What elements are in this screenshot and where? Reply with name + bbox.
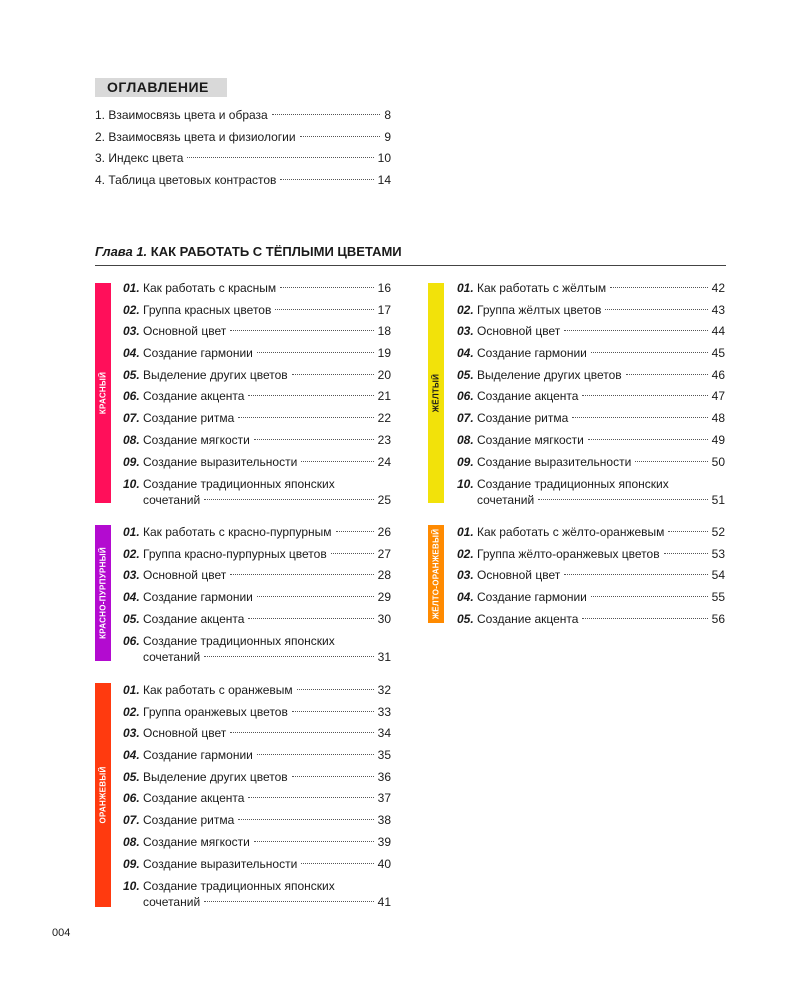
entry-number: 01. bbox=[457, 525, 474, 539]
color-tab-label: КРАСНО-ПУРПУРНЫЙ bbox=[98, 547, 108, 639]
toc-entry[interactable] bbox=[123, 854, 391, 876]
color-tab-label: КРАСНЫЙ bbox=[98, 371, 108, 415]
entry-number: 07. bbox=[123, 813, 140, 828]
color-tab-yellow bbox=[428, 283, 444, 503]
entry-number: 08. bbox=[123, 834, 140, 849]
entry-label: Создание выразительности bbox=[143, 454, 298, 469]
entry-number: 05. bbox=[123, 769, 140, 784]
entry-number: 04. bbox=[123, 748, 140, 763]
chapter-prefix: Глава 1. bbox=[95, 244, 148, 259]
entry-label: Группа жёлто-оранжевых цветов bbox=[477, 546, 660, 561]
entry-page: 33 bbox=[377, 704, 391, 719]
entry-page: 53 bbox=[711, 546, 725, 561]
entry-label: Создание гармонии bbox=[143, 590, 253, 605]
entry-label: Основной цвет bbox=[143, 568, 227, 583]
entry-number: 03. bbox=[457, 324, 474, 339]
toc-entry[interactable] bbox=[123, 633, 391, 665]
entry-page: 35 bbox=[377, 748, 391, 763]
entry-number: 03. bbox=[123, 726, 140, 741]
entry-number: 01. bbox=[457, 281, 474, 295]
entry-label: Основной цвет bbox=[477, 568, 561, 583]
toc-entry[interactable] bbox=[123, 278, 391, 300]
toc-entry[interactable] bbox=[123, 565, 391, 587]
entry-page: 18 bbox=[377, 324, 391, 339]
entry-number: 05. bbox=[457, 611, 474, 626]
leader-dots bbox=[254, 439, 374, 440]
toc-item-label: 2. Взаимосвязь цвета и физиологии bbox=[95, 129, 296, 144]
toc-entry[interactable] bbox=[457, 452, 725, 474]
entry-label: Создание гармонии bbox=[143, 346, 253, 361]
toc-entry[interactable] bbox=[457, 476, 725, 508]
entry-label: Создание традиционных японских bbox=[477, 477, 669, 492]
entry-number: 04. bbox=[457, 590, 474, 605]
toc-entry[interactable] bbox=[123, 365, 391, 387]
leader-dots bbox=[280, 287, 373, 288]
toc-entry[interactable] bbox=[457, 278, 725, 300]
entry-number: 10. bbox=[123, 477, 140, 492]
leader-dots bbox=[336, 531, 374, 532]
leader-dots bbox=[538, 499, 708, 500]
toc-entry[interactable] bbox=[457, 544, 725, 566]
toc-item-page: 10 bbox=[377, 151, 391, 166]
entry-page: 38 bbox=[377, 813, 391, 828]
leader-dots bbox=[297, 689, 374, 690]
chapter-heading bbox=[95, 244, 726, 266]
entry-label: Основной цвет bbox=[143, 324, 227, 339]
entry-page: 16 bbox=[377, 281, 391, 295]
leader-dots bbox=[564, 330, 707, 331]
entry-page: 21 bbox=[377, 389, 391, 404]
entry-number: 02. bbox=[457, 546, 474, 561]
entry-number: 02. bbox=[123, 546, 140, 561]
entry-label: Создание мягкости bbox=[143, 432, 250, 447]
toc-entry[interactable] bbox=[123, 408, 391, 430]
entry-label: Создание акцента bbox=[477, 611, 579, 626]
toc-entry[interactable] bbox=[457, 430, 725, 452]
entry-label: Создание выразительности bbox=[143, 856, 298, 871]
color-tab-red bbox=[95, 283, 111, 503]
entry-label: Выделение других цветов bbox=[143, 367, 288, 382]
entry-page: 45 bbox=[711, 346, 725, 361]
toc-item-page: 14 bbox=[377, 173, 391, 188]
toc-entry[interactable] bbox=[123, 386, 391, 408]
entry-page: 31 bbox=[377, 650, 391, 665]
toc-entry[interactable] bbox=[123, 587, 391, 609]
leader-dots bbox=[301, 461, 373, 462]
entry-page: 34 bbox=[377, 726, 391, 741]
entry-page: 20 bbox=[377, 367, 391, 382]
toc-entry[interactable] bbox=[123, 452, 391, 474]
entry-label: Создание акцента bbox=[477, 389, 579, 404]
entry-label: Как работать с оранжевым bbox=[143, 683, 293, 697]
entry-number: 04. bbox=[457, 346, 474, 361]
entry-page: 24 bbox=[377, 454, 391, 469]
leader-dots bbox=[331, 553, 374, 554]
entry-number: 08. bbox=[123, 432, 140, 447]
toc-item-page: 8 bbox=[384, 108, 391, 122]
entry-label: Основной цвет bbox=[477, 324, 561, 339]
entry-label: Выделение других цветов bbox=[477, 367, 622, 382]
toc-entry[interactable] bbox=[123, 430, 391, 452]
leader-dots bbox=[204, 499, 374, 500]
toc-entry[interactable] bbox=[123, 343, 391, 365]
leader-dots bbox=[238, 417, 373, 418]
entry-number: 02. bbox=[457, 302, 474, 317]
entry-page: 55 bbox=[711, 590, 725, 605]
entry-label: Как работать с жёлтым bbox=[477, 281, 607, 295]
section-yellow bbox=[457, 278, 725, 508]
toc-heading: ОГЛАВЛЕНИЕ bbox=[95, 78, 227, 97]
leader-dots bbox=[230, 330, 373, 331]
leader-dots bbox=[605, 309, 707, 310]
entry-number: 07. bbox=[123, 411, 140, 426]
entry-label: Создание мягкости bbox=[143, 834, 250, 849]
entry-number: 03. bbox=[123, 324, 140, 339]
leader-dots bbox=[248, 797, 373, 798]
toc-entry[interactable] bbox=[457, 343, 725, 365]
entry-label: Создание ритма bbox=[143, 411, 235, 426]
entry-label: Создание традиционных японских bbox=[143, 634, 335, 649]
toc-entry[interactable] bbox=[457, 609, 725, 631]
leader-dots bbox=[301, 863, 373, 864]
toc-item[interactable] bbox=[95, 105, 391, 127]
color-tab-yelloworange bbox=[428, 525, 444, 623]
toc-entry[interactable] bbox=[123, 723, 391, 745]
entry-number: 09. bbox=[457, 454, 474, 469]
toc-item[interactable] bbox=[95, 148, 391, 170]
toc-entry[interactable] bbox=[123, 832, 391, 854]
toc-item[interactable] bbox=[95, 170, 391, 192]
leader-dots bbox=[300, 136, 381, 137]
entry-number: 05. bbox=[457, 367, 474, 382]
entry-label: Группа жёлтых цветов bbox=[477, 302, 602, 317]
leader-dots bbox=[610, 287, 708, 288]
leader-dots bbox=[635, 461, 707, 462]
leader-dots bbox=[280, 179, 373, 180]
entry-page: 56 bbox=[711, 611, 725, 626]
toc-entry[interactable] bbox=[457, 565, 725, 587]
entry-number: 07. bbox=[457, 411, 474, 426]
toc-list bbox=[95, 105, 391, 192]
toc-entry[interactable] bbox=[123, 522, 391, 544]
entry-label: Основной цвет bbox=[143, 726, 227, 741]
section-orange bbox=[123, 680, 391, 910]
toc-entry[interactable] bbox=[457, 408, 725, 430]
leader-dots bbox=[248, 395, 373, 396]
toc-item-label: 1. Взаимосвязь цвета и образа bbox=[95, 108, 268, 122]
entry-page: 32 bbox=[377, 683, 391, 697]
entry-label: Как работать с красно-пурпурным bbox=[143, 525, 332, 539]
entry-label: Как работать с красным bbox=[143, 281, 277, 295]
entry-label: Создание мягкости bbox=[477, 432, 584, 447]
entry-number: 08. bbox=[457, 432, 474, 447]
entry-page: 27 bbox=[377, 546, 391, 561]
leader-dots bbox=[582, 395, 707, 396]
toc-entry[interactable] bbox=[123, 300, 391, 322]
entry-number: 10. bbox=[123, 879, 140, 894]
toc-entry[interactable] bbox=[123, 767, 391, 789]
entry-label-continued: сочетаний bbox=[143, 895, 201, 910]
toc-entry[interactable] bbox=[123, 702, 391, 724]
entry-label: Создание ритма bbox=[143, 813, 235, 828]
leader-dots bbox=[204, 901, 374, 902]
entry-label: Создание гармонии bbox=[477, 346, 587, 361]
entry-page: 44 bbox=[711, 324, 725, 339]
toc-entry[interactable] bbox=[457, 300, 725, 322]
entry-number: 04. bbox=[123, 590, 140, 605]
entry-page: 51 bbox=[711, 493, 725, 508]
color-tab-label: ЖЁЛТО-ОРАНЖЕВЫЙ bbox=[431, 528, 441, 620]
entry-number: 02. bbox=[123, 302, 140, 317]
leader-dots bbox=[238, 819, 373, 820]
entry-page: 17 bbox=[377, 302, 391, 317]
entry-page: 42 bbox=[711, 281, 725, 295]
leader-dots bbox=[275, 309, 373, 310]
entry-page: 54 bbox=[711, 568, 725, 583]
leader-dots bbox=[564, 574, 707, 575]
toc-entry[interactable] bbox=[123, 788, 391, 810]
entry-page: 25 bbox=[377, 493, 391, 508]
entry-label: Создание акцента bbox=[143, 611, 245, 626]
entry-page: 22 bbox=[377, 411, 391, 426]
entry-label-continued: сочетаний bbox=[143, 650, 201, 665]
entry-label: Создание гармонии bbox=[477, 590, 587, 605]
toc-item[interactable] bbox=[95, 127, 391, 149]
toc-entry[interactable] bbox=[123, 745, 391, 767]
section-red bbox=[123, 278, 391, 508]
toc-item-label: 4. Таблица цветовых контрастов bbox=[95, 173, 277, 188]
entry-label: Создание гармонии bbox=[143, 748, 253, 763]
leader-dots bbox=[272, 114, 381, 115]
leader-dots bbox=[254, 841, 374, 842]
leader-dots bbox=[230, 574, 373, 575]
entry-number: 06. bbox=[123, 791, 140, 806]
entry-page: 49 bbox=[711, 432, 725, 447]
leader-dots bbox=[187, 157, 373, 158]
entry-page: 26 bbox=[377, 525, 391, 539]
toc-entry[interactable] bbox=[123, 609, 391, 631]
leader-dots bbox=[257, 352, 374, 353]
toc-item-label: 3. Индекс цвета bbox=[95, 151, 184, 166]
entry-number: 09. bbox=[123, 454, 140, 469]
leader-dots bbox=[591, 596, 708, 597]
leader-dots bbox=[292, 374, 374, 375]
entry-page: 28 bbox=[377, 568, 391, 583]
leader-dots bbox=[257, 754, 374, 755]
toc-entry[interactable] bbox=[457, 386, 725, 408]
entry-number: 03. bbox=[457, 568, 474, 583]
toc-item-page: 9 bbox=[384, 129, 391, 144]
entry-label: Создание традиционных японских bbox=[143, 477, 335, 492]
color-tab-label: ОРАНЖЕВЫЙ bbox=[98, 766, 108, 824]
toc-entry[interactable] bbox=[123, 878, 391, 910]
toc-entry[interactable] bbox=[123, 321, 391, 343]
entry-page: 46 bbox=[711, 367, 725, 382]
entry-page: 29 bbox=[377, 590, 391, 605]
page-number: 004 bbox=[52, 927, 71, 939]
entry-label: Группа красно-пурпурных цветов bbox=[143, 546, 327, 561]
toc-entry[interactable] bbox=[123, 476, 391, 508]
entry-number: 05. bbox=[123, 367, 140, 382]
entry-page: 48 bbox=[711, 411, 725, 426]
entry-number: 09. bbox=[123, 856, 140, 871]
color-tab-redpurple bbox=[95, 525, 111, 661]
entry-label: Создание выразительности bbox=[477, 454, 632, 469]
entry-page: 19 bbox=[377, 346, 391, 361]
entry-number: 04. bbox=[123, 346, 140, 361]
leader-dots bbox=[582, 618, 707, 619]
leader-dots bbox=[588, 439, 708, 440]
entry-page: 30 bbox=[377, 611, 391, 626]
color-tab-label: ЖЁЛТЫЙ bbox=[431, 373, 441, 413]
entry-label: Создание акцента bbox=[143, 389, 245, 404]
entry-number: 05. bbox=[123, 611, 140, 626]
leader-dots bbox=[668, 531, 707, 532]
toc-entry[interactable] bbox=[457, 587, 725, 609]
toc-entry[interactable] bbox=[457, 321, 725, 343]
entry-page: 41 bbox=[377, 895, 391, 910]
entry-label-continued: сочетаний bbox=[477, 493, 535, 508]
toc-entry[interactable] bbox=[457, 522, 725, 544]
entry-label: Как работать с жёлто-оранжевым bbox=[477, 525, 665, 539]
color-tab-orange bbox=[95, 683, 111, 907]
entry-number: 01. bbox=[123, 683, 140, 697]
entry-number: 06. bbox=[123, 389, 140, 404]
entry-label: Создание ритма bbox=[477, 411, 569, 426]
entry-label: Создание традиционных японских bbox=[143, 879, 335, 894]
entry-page: 52 bbox=[711, 525, 725, 539]
toc-entry[interactable] bbox=[457, 365, 725, 387]
entry-label: Создание акцента bbox=[143, 791, 245, 806]
entry-number: 02. bbox=[123, 704, 140, 719]
toc-entry[interactable] bbox=[123, 544, 391, 566]
section-redpurple bbox=[123, 522, 391, 665]
entry-number: 01. bbox=[123, 281, 140, 295]
leader-dots bbox=[664, 553, 708, 554]
section-yelloworange bbox=[457, 522, 725, 630]
entry-label: Выделение других цветов bbox=[143, 769, 288, 784]
entry-page: 37 bbox=[377, 791, 391, 806]
leader-dots bbox=[292, 776, 374, 777]
entry-label: Группа оранжевых цветов bbox=[143, 704, 288, 719]
entry-page: 23 bbox=[377, 432, 391, 447]
leader-dots bbox=[626, 374, 708, 375]
toc-entry[interactable] bbox=[123, 810, 391, 832]
entry-number: 10. bbox=[457, 477, 474, 492]
leader-dots bbox=[257, 596, 374, 597]
entry-page: 39 bbox=[377, 834, 391, 849]
leader-dots bbox=[292, 711, 374, 712]
entry-number: 06. bbox=[123, 634, 140, 649]
leader-dots bbox=[230, 732, 373, 733]
entry-number: 03. bbox=[123, 568, 140, 583]
leader-dots bbox=[204, 656, 374, 657]
entry-page: 43 bbox=[711, 302, 725, 317]
entry-page: 36 bbox=[377, 769, 391, 784]
leader-dots bbox=[572, 417, 707, 418]
entry-page: 50 bbox=[711, 454, 725, 469]
leader-dots bbox=[591, 352, 708, 353]
entry-number: 06. bbox=[457, 389, 474, 404]
leader-dots bbox=[248, 618, 373, 619]
toc-entry[interactable] bbox=[123, 680, 391, 702]
entry-page: 47 bbox=[711, 389, 725, 404]
entry-page: 40 bbox=[377, 856, 391, 871]
entry-number: 01. bbox=[123, 525, 140, 539]
chapter-title: КАК РАБОТАТЬ С ТЁПЛЫМИ ЦВЕТАМИ bbox=[150, 244, 402, 259]
entry-label-continued: сочетаний bbox=[143, 493, 201, 508]
entry-label: Группа красных цветов bbox=[143, 302, 272, 317]
